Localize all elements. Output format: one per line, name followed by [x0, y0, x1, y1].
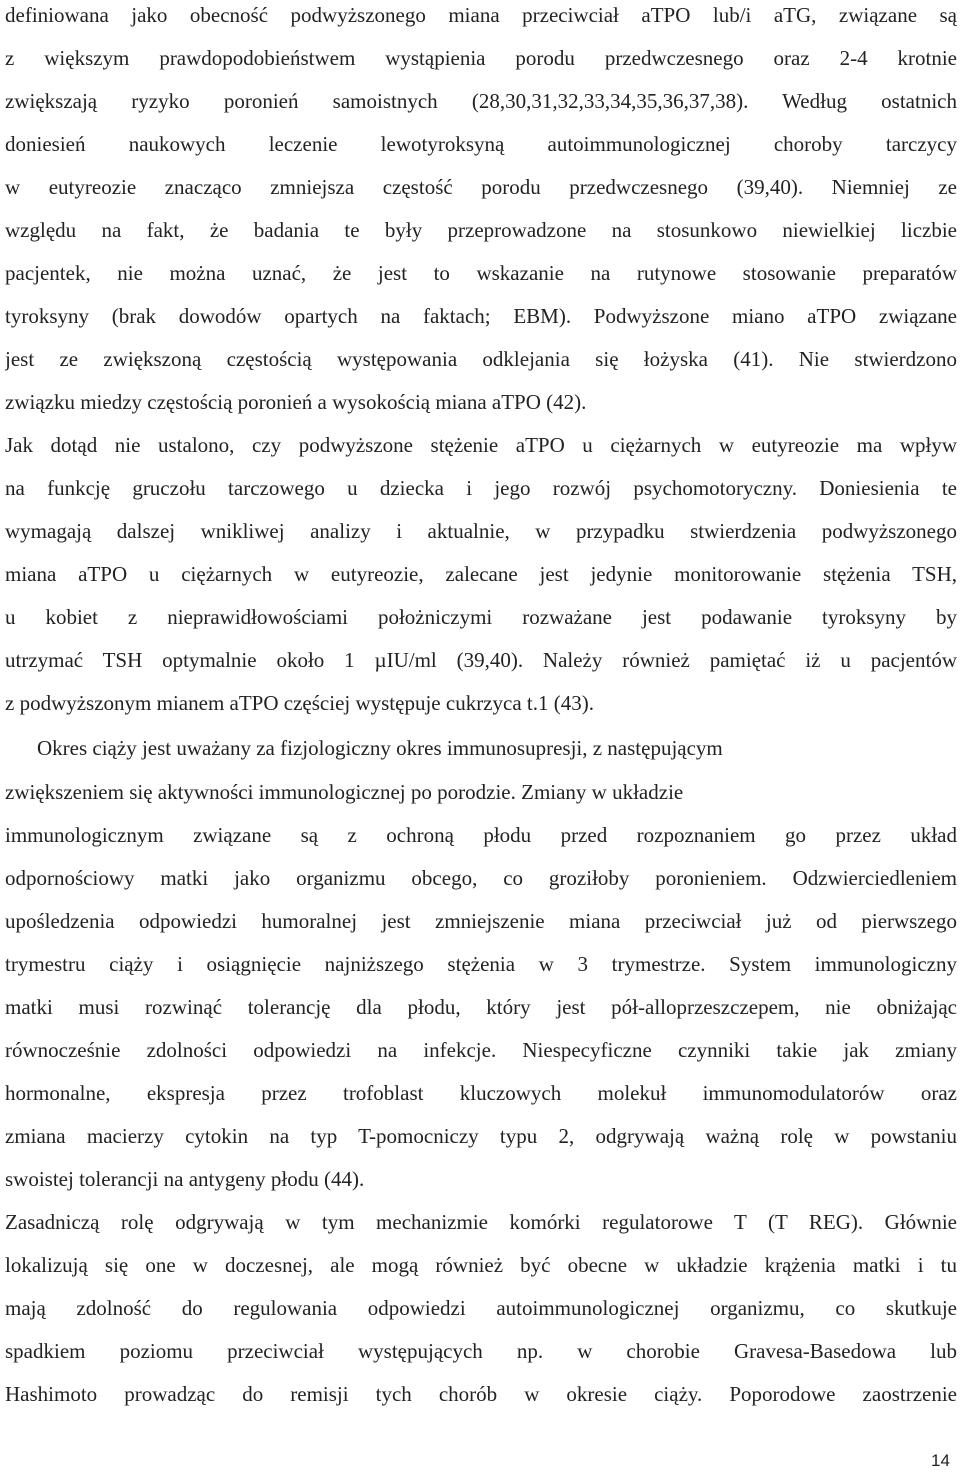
text-line: Hashimoto prowadząc do remisji tych chorób w okresie ciąży. Poporodowe zaostrzenie: [5, 1382, 957, 1406]
text-line: definiowana jako obecność podwyższonego miana przeciwciał aTPO lub/i aTG, związane są: [5, 3, 957, 27]
text-line: związku miedzy częstością poronień a wysokością miana aTPO (42).: [5, 390, 587, 414]
text-line: z podwyższonym mianem aTPO częściej występuje cukrzyca t.1 (43).: [5, 691, 594, 715]
text-line: zwiększają ryzyko poronień samoistnych (28,30,31,32,33,34,35,36,37,38). Według ostatnich: [5, 89, 957, 113]
text-line: swoistej tolerancji na antygeny płodu (44).: [5, 1167, 365, 1191]
text-line: miana aTPO u ciężarnych w eutyreozie, zalecane jest jedynie monitorowanie stężenia TSH,: [5, 562, 957, 586]
text-line: w eutyreozie znacząco zmniejsza częstość porodu przedwczesnego (39,40). Niemniej ze: [5, 175, 957, 199]
text-line: jest ze zwiększoną częstością występowania odklejania się łożyska (41). Nie stwierdzono: [5, 347, 957, 371]
text-line: upośledzenia odpowiedzi humoralnej jest zmniejszenie miana przeciwciał już od pierwszego: [5, 909, 957, 933]
text-line: z większym prawdopodobieństwem wystąpienia porodu przedwczesnego oraz 2-4 krotnie: [5, 46, 957, 70]
text-line: zwiększeniem się aktywności immunologicznej po porodzie. Zmiany w układzie: [5, 780, 684, 804]
text-line: immunologicznym związane są z ochroną płodu przed rozpoznaniem go przez układ: [5, 823, 957, 847]
text-line: u kobiet z nieprawidłowościami położniczymi rozważane jest podawanie tyroksyny by: [5, 605, 957, 629]
text-line: matki musi rozwinąć tolerancję dla płodu, który jest pół-alloprzeszczepem, nie obniżając: [5, 995, 957, 1019]
text-line: równocześnie zdolności odpowiedzi na infekcje. Niespecyficzne czynniki takie jak zmiany: [5, 1038, 957, 1062]
text-line: zmiana macierzy cytokin na typ T-pomocniczy typu 2, odgrywają ważną rolę w powstaniu: [5, 1124, 957, 1148]
text-line: Jak dotąd nie ustalono, czy podwyższone stężenie aTPO u ciężarnych w eutyreozie ma wpływ: [5, 433, 957, 457]
text-line: lokalizują się one w doczesnej, ale mogą również być obecne w układzie krążenia matki i tu: [5, 1253, 957, 1277]
text-line: doniesień naukowych leczenie lewotyroksyną autoimmunologicznej choroby tarczycy: [5, 132, 957, 156]
text-line: Okres ciąży jest uważany za fizjologiczny okres immunosupresji, z następującym: [37, 736, 723, 760]
text-line: pacjentek, nie można uznać, że jest to wskazanie na rutynowe stosowanie preparatów: [5, 261, 957, 285]
text-line: trymestru ciąży i osiągnięcie najniższego stężenia w 3 trymestrze. System immunologiczny: [5, 952, 957, 976]
text-line: utrzymać TSH optymalnie około 1 µIU/ml (39,40). Należy również pamiętać iż u pacjentów: [5, 648, 957, 672]
text-line: tyroksyny (brak dowodów opartych na faktach; EBM). Podwyższone miano aTPO związane: [5, 304, 957, 328]
text-line: względu na fakt, że badania te były przeprowadzone na stosunkowo niewielkiej liczbie: [5, 218, 957, 242]
text-line: odpornościowy matki jako organizmu obcego, co groziłoby poronieniem. Odzwierciedleniem: [5, 866, 957, 890]
text-line: na funkcję gruczołu tarczowego u dziecka i jego rozwój psychomotoryczny. Doniesienia te: [5, 476, 957, 500]
page-number: 14: [931, 1451, 950, 1470]
text-line: hormonalne, ekspresja przez trofoblast kluczowych molekuł immunomodulatorów oraz: [5, 1081, 957, 1105]
text-line: spadkiem poziomu przeciwciał występujących np. w chorobie Gravesa-Basedowa lub: [5, 1339, 957, 1363]
text-line: wymagają dalszej wnikliwej analizy i aktualnie, w przypadku stwierdzenia podwyższonego: [5, 519, 957, 543]
text-line: Zasadniczą rolę odgrywają w tym mechanizmie komórki regulatorowe T (T REG). Głównie: [5, 1210, 957, 1234]
text-line: mają zdolność do regulowania odpowiedzi autoimmunologicznej organizmu, co skutkuje: [5, 1296, 957, 1320]
